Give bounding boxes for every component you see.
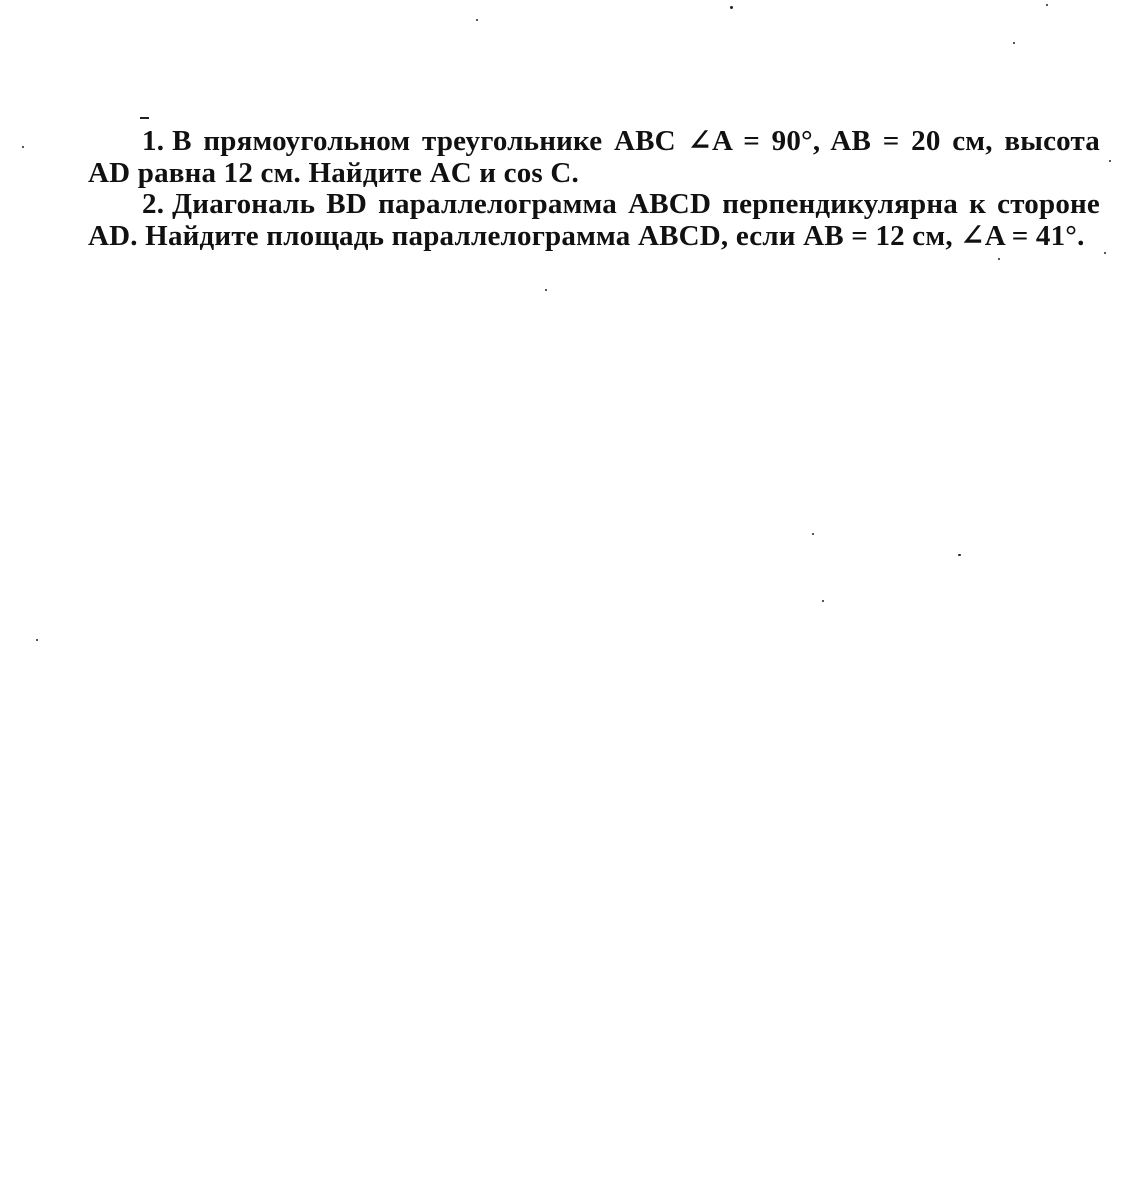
scan-speck bbox=[36, 639, 38, 641]
problem-1-text: В прямоугольном треугольнике ABC ∠A = 90°, AB = 20 см, высота AD равна 12 см. Найдите AC и cos C. bbox=[88, 125, 1100, 189]
scan-speck bbox=[730, 6, 733, 9]
scan-speck bbox=[1109, 160, 1111, 162]
problem-2-number: 2. bbox=[142, 188, 165, 220]
scan-speck bbox=[998, 258, 1000, 260]
scan-speck bbox=[1046, 4, 1048, 6]
scan-mark bbox=[140, 117, 149, 119]
scan-speck bbox=[22, 146, 24, 148]
scan-speck bbox=[476, 19, 478, 21]
problem-2-text: Диагональ BD параллелограмма ABCD перпендикулярна к стороне AD. Найдите площадь параллелограмма ABCD, если AB = 12 см, ∠A = 41°. bbox=[88, 188, 1100, 252]
problem-list bbox=[88, 126, 1100, 252]
scan-speck bbox=[1104, 252, 1106, 254]
scan-speck bbox=[1013, 42, 1015, 44]
problem-1-number: 1. bbox=[142, 125, 165, 157]
scan-speck bbox=[812, 533, 814, 535]
problem-1 bbox=[88, 126, 1100, 189]
scan-speck bbox=[958, 554, 961, 556]
scan-speck bbox=[822, 600, 824, 602]
problem-2 bbox=[88, 189, 1100, 252]
scan-speck bbox=[545, 289, 547, 291]
